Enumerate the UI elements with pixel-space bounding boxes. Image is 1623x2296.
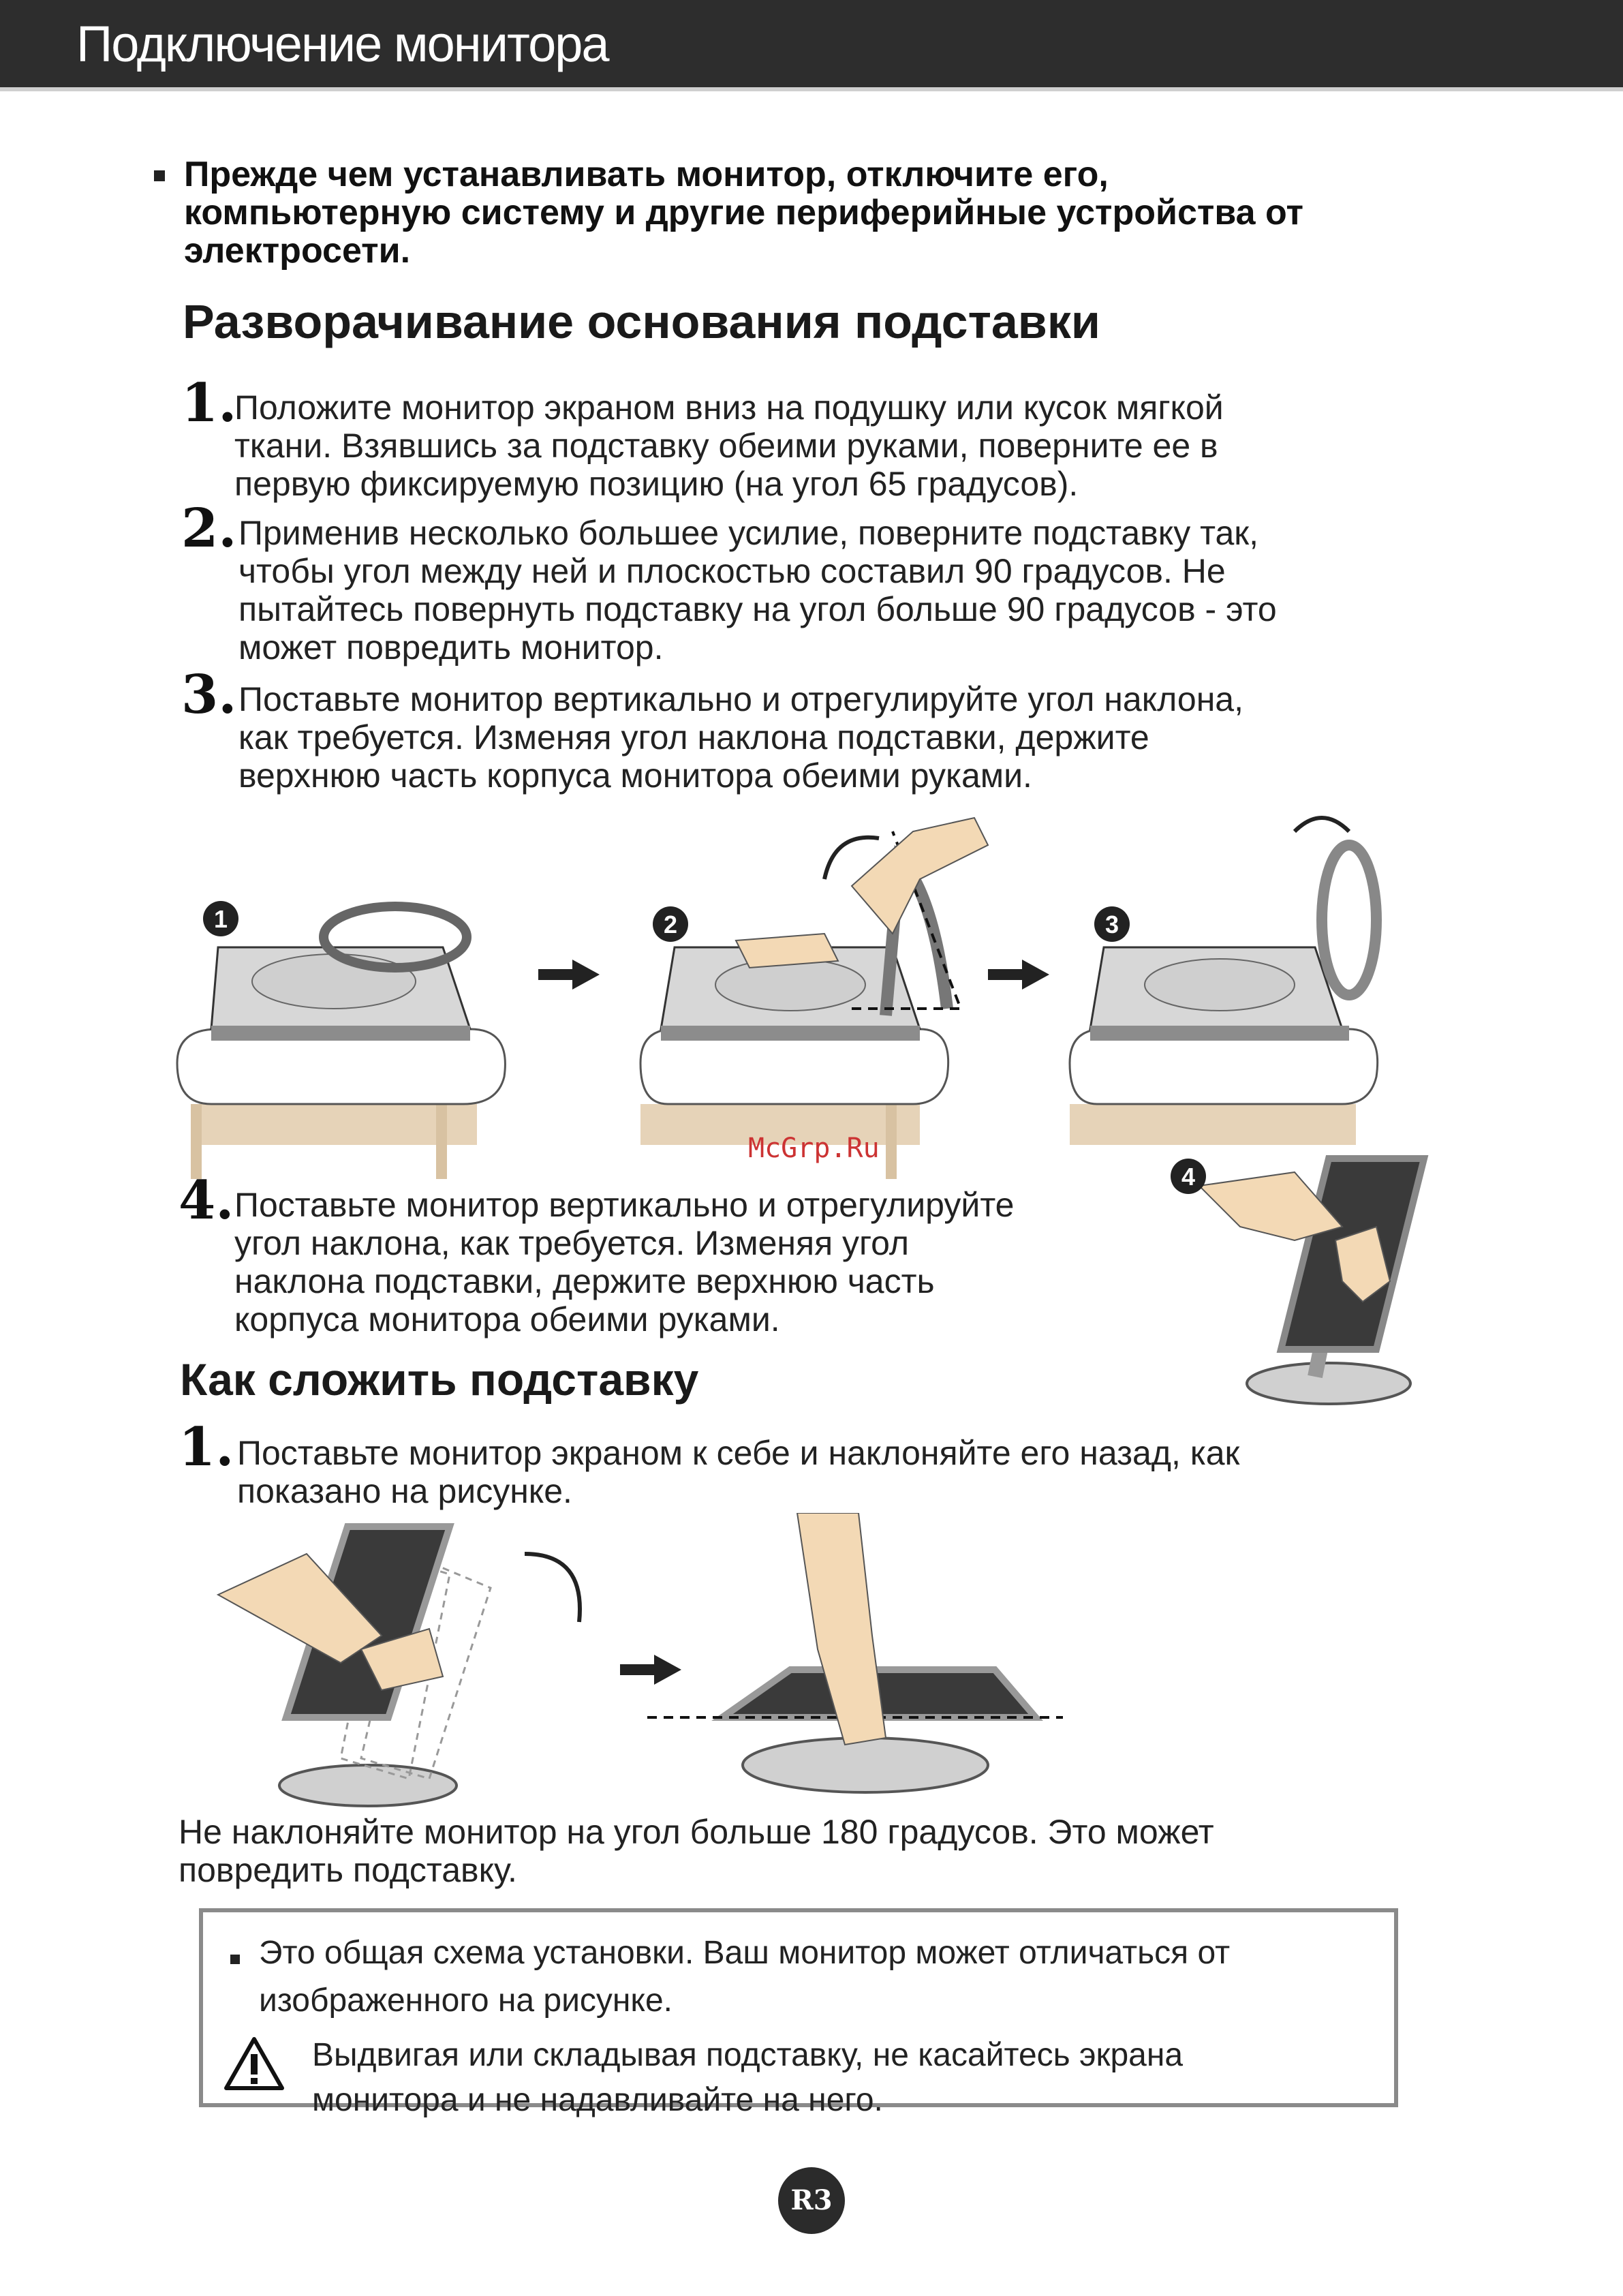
- bullet-icon: [230, 1955, 240, 1964]
- fold-figure-flat: [647, 1513, 1063, 1792]
- step-line: Поставьте монитор вертикально и отрегулируйте: [234, 1186, 1015, 1224]
- step-number: 2.: [181, 498, 237, 560]
- note-line: изображенного на рисунке.: [259, 1983, 673, 2019]
- fold-step-1-text: [237, 1434, 1239, 1510]
- step-line: как требуется. Изменяя угол наклона подставки, держите: [238, 718, 1149, 756]
- watermark: McGrp.Ru: [748, 1133, 880, 1164]
- warning-line: Прежде чем устанавливать монитор, отключите его,: [184, 155, 1109, 194]
- step-line: корпуса монитора обеими руками.: [234, 1300, 780, 1338]
- step-line: может повредить монитор.: [238, 628, 664, 667]
- step-line: угол наклона, как требуется. Изменяя угол: [234, 1224, 910, 1262]
- fold-figure-tilt: [218, 1527, 580, 1806]
- arrow-right-icon: [620, 1655, 681, 1685]
- figure-panel-4: [1158, 1145, 1444, 1418]
- figure-panel-3: [1070, 818, 1378, 1145]
- warning-line: электросети.: [184, 231, 411, 271]
- bullet-icon: [154, 170, 165, 181]
- step-line: чтобы угол между ней и плоскостью составил 90 градусов. Не: [238, 552, 1226, 590]
- page-title: Подключение монитора: [76, 16, 608, 72]
- step-line: показано на рисунке.: [237, 1472, 572, 1510]
- step-2-text: [238, 514, 1277, 667]
- caution-line: Не наклоняйте монитор на угол больше 180 градусов. Это может: [179, 1813, 1214, 1851]
- step-line: ткани. Взявшись за подставку обеими руками, поверните ее в: [234, 427, 1218, 465]
- section-heading-unfold: Разворачивание основания подставки: [183, 295, 1100, 348]
- fold-illustration: [204, 1513, 1090, 1813]
- step-number: 1.: [179, 1416, 234, 1478]
- step-line: верхнюю часть корпуса монитора обеими руками.: [238, 756, 1032, 795]
- figure-number-label: 2: [663, 910, 678, 938]
- unfold-illustration: [170, 804, 1465, 1186]
- step-line: Поставьте монитор вертикально и отрегулируйте угол наклона,: [238, 680, 1243, 718]
- arrow-right-icon: [538, 960, 600, 990]
- figure-number-label: 4: [1181, 1163, 1196, 1191]
- step-line: наклона подставки, держите верхнюю часть: [234, 1262, 935, 1300]
- step-line: Поставьте монитор экраном к себе и наклоняйте его назад, как: [237, 1434, 1240, 1472]
- page-number-badge: R3: [778, 2167, 845, 2234]
- step-4-text: [234, 1186, 1014, 1338]
- step-number: 4.: [179, 1169, 234, 1231]
- step-1-text: [234, 388, 1224, 503]
- arrow-right-icon: [988, 960, 1049, 990]
- note-line: Это общая схема установки. Ваш монитор может отличаться от: [259, 1935, 1231, 1971]
- figure-panel-2: [640, 818, 988, 1179]
- notes-box: [199, 1908, 1398, 2118]
- fold-caution: [179, 1813, 1214, 1889]
- step-line: пытайтесь повернуть подставку на угол больше 90 градусов - это: [238, 590, 1277, 628]
- note-1: [259, 1933, 1230, 2021]
- note-2: [312, 2035, 1183, 2121]
- step-line: Положите монитор экраном вниз на подушку или кусок мягкой: [234, 388, 1224, 427]
- page-header: [0, 0, 1623, 91]
- figure-number-label: 3: [1104, 910, 1119, 938]
- note-line: монитора и не надавливайте на него.: [312, 2082, 883, 2118]
- figure-panel-1: [177, 901, 505, 1179]
- step-line: Применив несколько большее усилие, поверните подставку так,: [238, 514, 1259, 552]
- step-number: 3.: [181, 664, 237, 726]
- top-warning: [184, 155, 1451, 270]
- warning-line: компьютерную систему и другие периферийные устройства от: [184, 193, 1303, 232]
- note-line: Выдвигая или складывая подставку, не касайтесь экрана: [312, 2037, 1184, 2073]
- step-line: первую фиксируемую позицию (на угол 65 градусов).: [234, 465, 1079, 503]
- section-heading-fold: Как сложить подставку: [180, 1354, 699, 1405]
- caution-line: повредить подставку.: [179, 1851, 517, 1889]
- step-3-text: [238, 680, 1243, 795]
- warning-triangle-icon: [223, 2035, 285, 2091]
- figure-number-label: 1: [213, 905, 228, 933]
- step-number: 1.: [181, 372, 237, 434]
